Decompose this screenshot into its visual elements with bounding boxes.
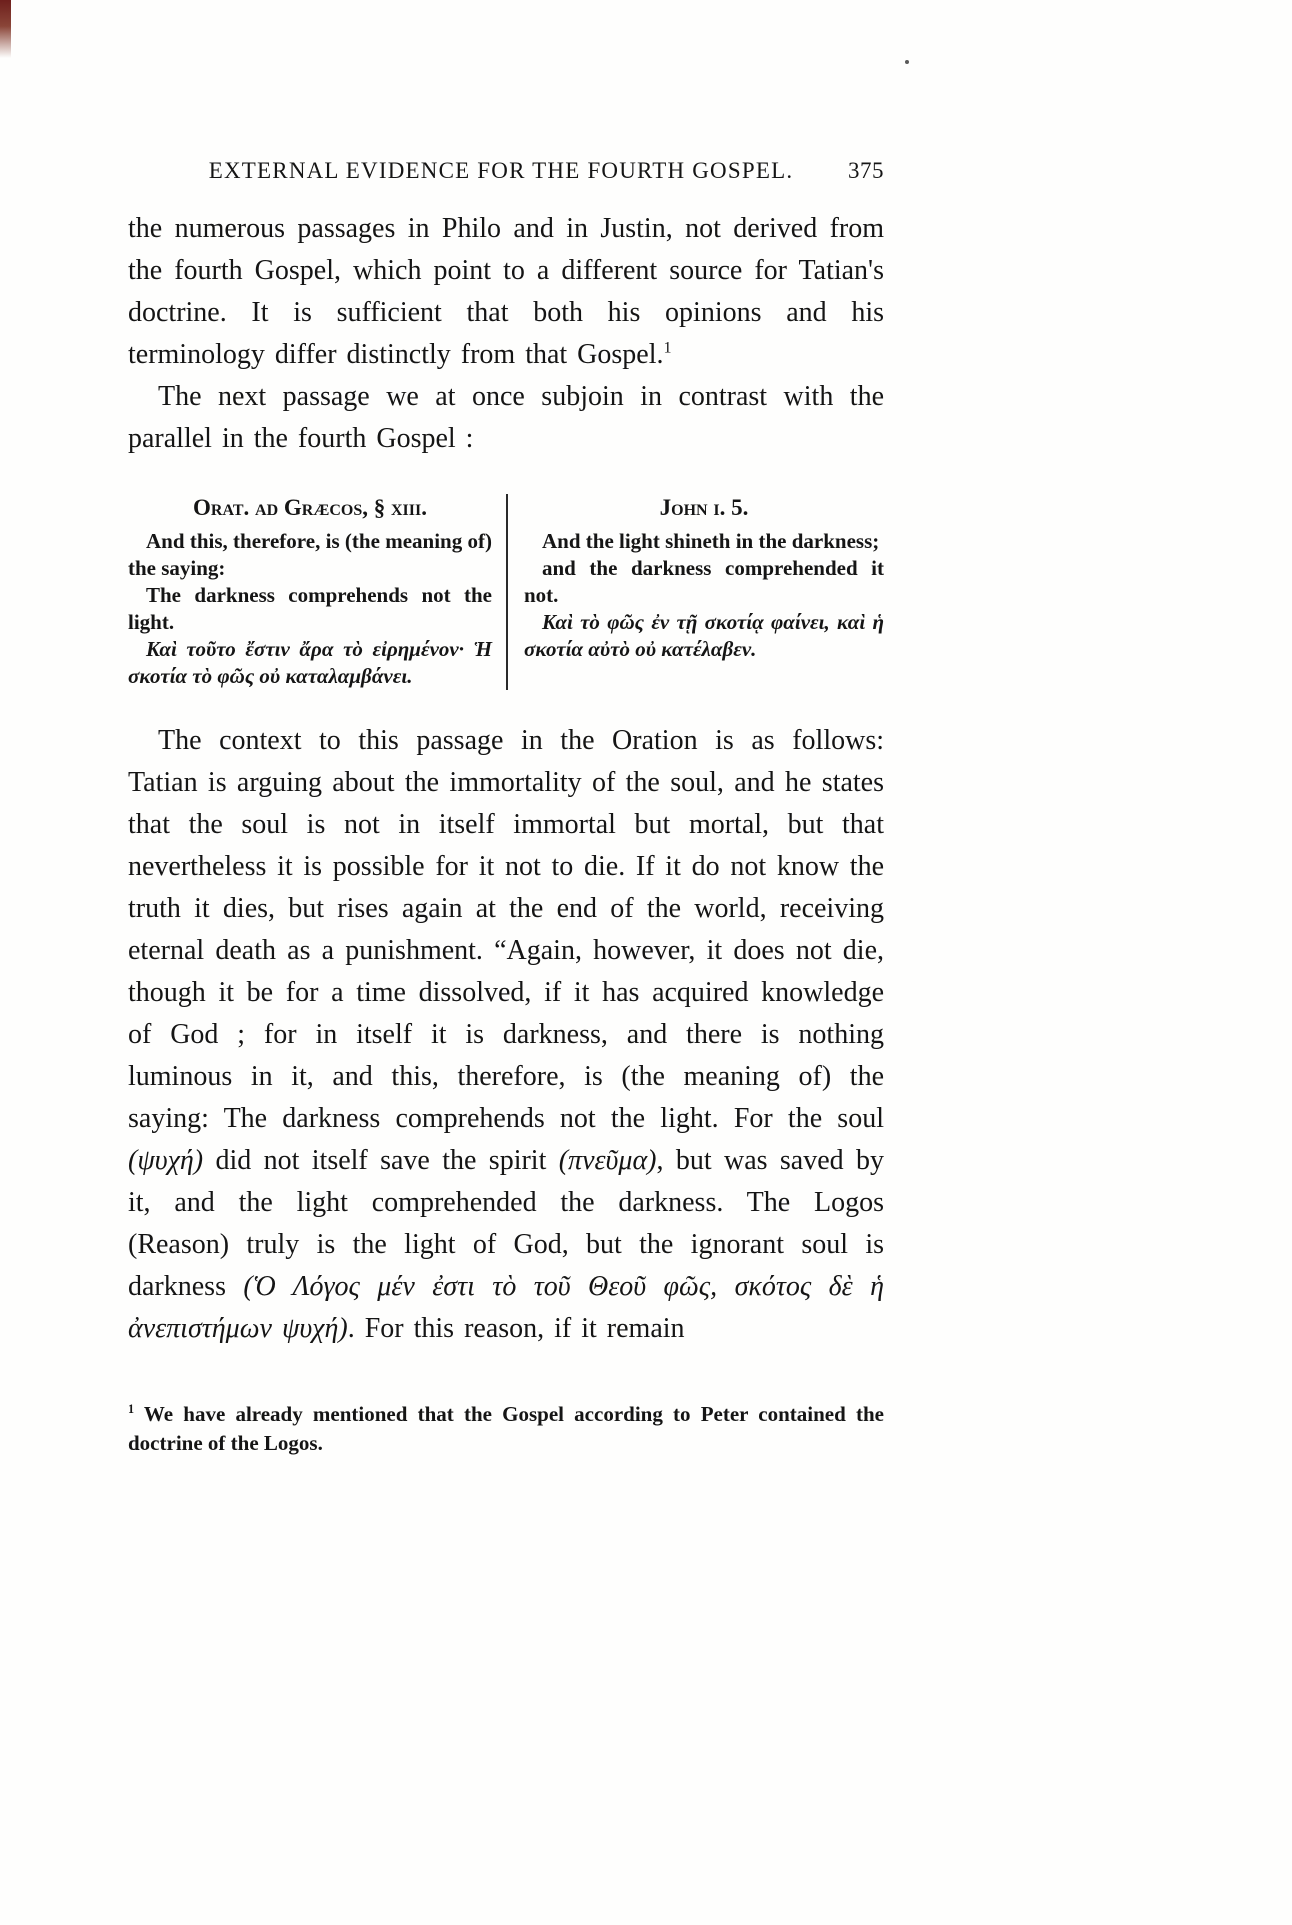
oration-line-2: The darkness comprehends not the light. (128, 583, 492, 634)
john-line-2: and the darkness comprehended it not. (524, 556, 884, 607)
footnote-reference: 1 (663, 338, 672, 357)
context-greek-logos: (Ὁ Λόγος μέν ἐστι τὸ τοῦ Θεοῦ φῶς, σκότος δὲ ἡ ἀνεπιστήμων ψυχή) (128, 1271, 884, 1344)
john-line-1: And the light shineth in the darkness; (542, 529, 880, 553)
context-greek-pneuma: (πνεῦμα) (558, 1145, 657, 1176)
oration-greek: Καὶ τοῦτο ἔστιν ἄρα τὸ εἰρημένον· Ἡ σκοτία τὸ φῶς οὐ καταλαμβάνει. (128, 637, 492, 688)
scan-artifact-corner (0, 0, 11, 58)
footnote (128, 1400, 884, 1458)
paragraph-continuation-text: the numerous passages in Philo and in Justin, not derived from the fourth Gospel, which point to a different source for Tatian's doctrine. It is sufficient that both his opinions and his terminology differ distinctly from that Gospel. (128, 213, 884, 370)
comparison-column-john (506, 494, 884, 690)
column-header-oration: Orat. ad Græcos, § xiii. (193, 495, 427, 520)
page-number: 375 (848, 158, 884, 183)
column-header-john: John i. 5. (659, 495, 749, 520)
context-text-3: , but was saved by it, and the light comprehended the darkness. The Logos (Reason) truly is the light of God, but the ignorant soul is darkness (128, 1145, 884, 1302)
running-header (128, 158, 884, 184)
running-header-title: EXTERNAL EVIDENCE FOR THE FOURTH GOSPEL. (208, 158, 794, 183)
john-greek: Καὶ τὸ φῶς ἐν τῇ σκοτίᾳ φαίνει, καὶ ἡ σκοτία αὐτὸ οὐ κατέλαβεν. (524, 610, 884, 661)
scan-artifact-speck (905, 60, 909, 64)
context-text-1: The context to this passage in the Oration is as follows: Tatian is arguing about the immortality of the soul, and he states that the soul is not in itself immortal but mortal, but that nevertheless it is possible for it not to die. If it do not know the truth it dies, but rises again at the end of the world, receiving eternal death as a punishment. “Again, however, it does not die, though it be for a time dissolved, if it has acquired knowledge of God ; for in itself it is darkness, and there is nothing luminous in it, and this, therefore, is (the meaning of) the saying: The darkness comprehends not the light. For the soul (128, 725, 884, 1134)
comparison-table (128, 494, 884, 690)
footnote-marker: 1 (128, 1402, 135, 1416)
context-greek-psyche: (ψυχή) (128, 1145, 204, 1176)
context-text-4: . For this reason, if it remain (347, 1313, 685, 1344)
footnote-text: We have already mentioned that the Gospel according to Peter contained the doctrine of the Logos. (128, 1402, 884, 1455)
paragraph-continuation (128, 208, 884, 376)
comparison-column-oration (128, 494, 506, 690)
context-text-2: did not itself save the spirit (203, 1145, 559, 1176)
paragraph-context (128, 720, 884, 1350)
text-block (128, 158, 884, 1479)
paragraph-intro: The next passage we at once subjoin in contrast with the parallel in the fourth Gospel : (128, 381, 884, 454)
oration-line-1: And this, therefore, is (the meaning of) the saying: (128, 529, 492, 580)
